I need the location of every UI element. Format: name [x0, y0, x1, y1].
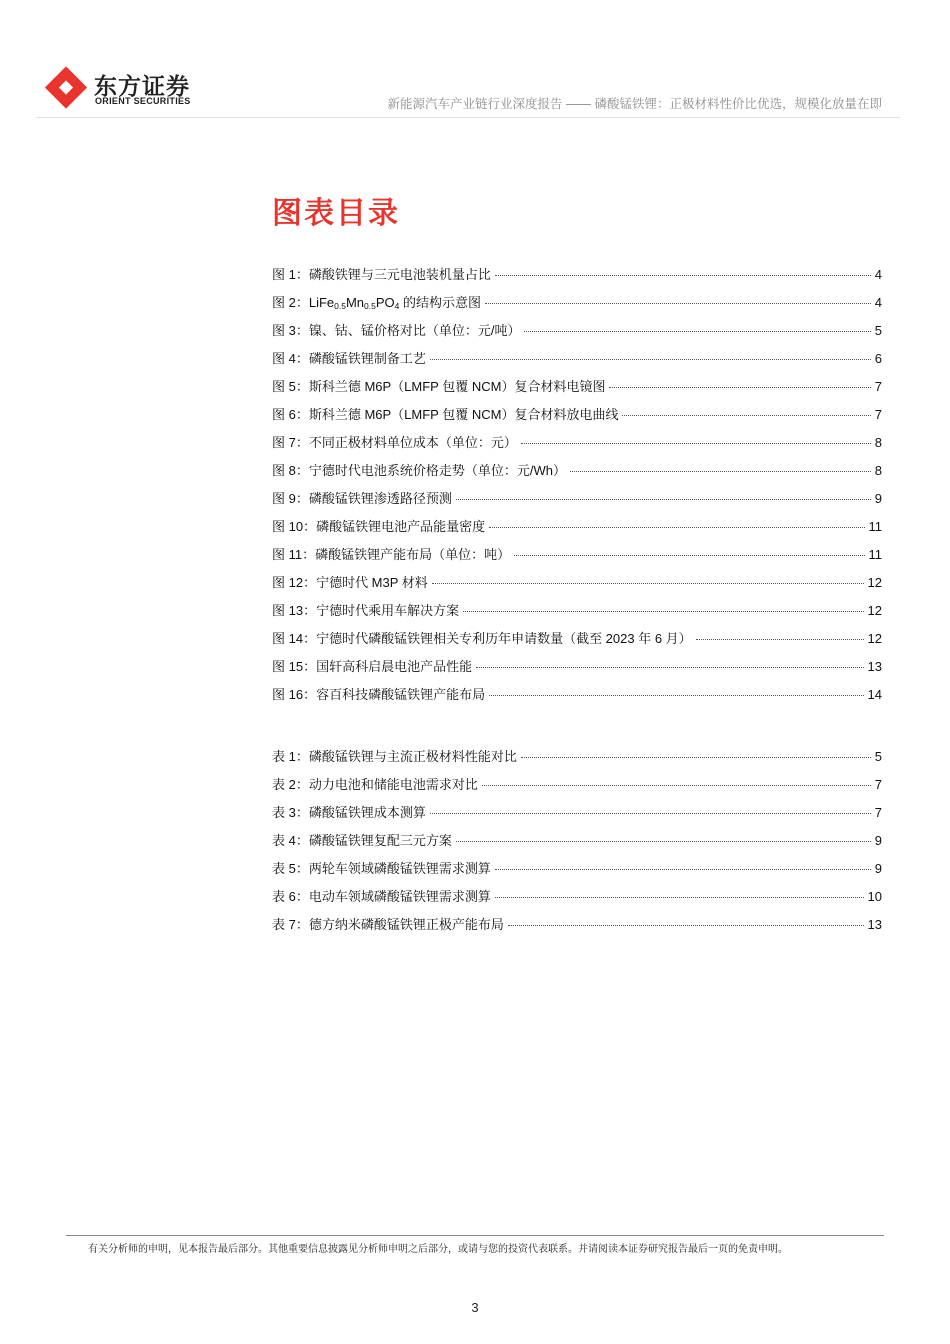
figure-entry-label: 图 11：磷酸锰铁锂产能布局（单位：吨） — [272, 547, 511, 562]
table-entry-page: 5 — [874, 749, 882, 764]
figure-entry[interactable] — [272, 292, 882, 320]
figure-entry-label: 图 8：宁德时代电池系统价格走势（单位：元/Wh） — [272, 463, 566, 478]
figure-entry[interactable] — [272, 376, 882, 404]
figure-entry[interactable] — [272, 628, 882, 656]
table-entry[interactable] — [272, 858, 882, 886]
page-number: 3 — [471, 1300, 479, 1315]
figure-entry-page: 12 — [867, 603, 882, 618]
figure-entry[interactable] — [272, 432, 882, 460]
figure-entry-page: 4 — [874, 267, 882, 282]
table-entry-page: 10 — [867, 889, 882, 904]
figure-entry-page: 5 — [874, 323, 882, 338]
figure-list — [272, 264, 882, 712]
figure-entry-page: 8 — [874, 435, 882, 450]
figure-entry-label: 图 7：不同正极材料单位成本（单位：元） — [272, 435, 517, 450]
table-entry-label: 表 6：电动车领域磷酸锰铁锂需求测算 — [272, 889, 491, 904]
figure-entry-label: 图 1：磷酸铁锂与三元电池装机量占比 — [272, 267, 491, 282]
dot-leader — [521, 443, 871, 444]
table-entry[interactable] — [272, 830, 882, 858]
table-entry[interactable] — [272, 746, 882, 774]
table-entry-page: 7 — [874, 805, 882, 820]
table-entry-label: 表 2：动力电池和储能电池需求对比 — [272, 777, 478, 792]
figure-entry[interactable] — [272, 460, 882, 488]
figure-entry-page: 13 — [867, 659, 882, 674]
figure-entry-page: 11 — [868, 519, 882, 534]
footer-divider — [66, 1235, 884, 1236]
dot-leader — [508, 925, 864, 926]
orient-securities-logo-icon — [44, 66, 88, 110]
table-entry[interactable] — [272, 802, 882, 830]
dot-leader — [476, 667, 863, 668]
dot-leader — [622, 415, 870, 416]
figure-entry-label: 图 3：镍、钴、锰价格对比（单位：元/吨） — [272, 323, 521, 338]
table-entry-page: 9 — [874, 833, 882, 848]
dot-leader — [463, 611, 863, 612]
figure-entry[interactable] — [272, 404, 882, 432]
figure-entry-label: 图 13：宁德时代乘用车解决方案 — [272, 603, 460, 618]
figure-entry[interactable] — [272, 348, 882, 376]
figure-entry-label: 图 5：斯科兰德 M6P（LMFP 包覆 NCM）复合材料电镜图 — [272, 379, 606, 394]
figure-entry-label: 图 14：宁德时代磷酸锰铁锂相关专利历年申请数量（截至 2023 年 6 月） — [272, 631, 692, 646]
dot-leader — [456, 841, 871, 842]
table-entry[interactable] — [272, 886, 882, 914]
dot-leader — [482, 785, 871, 786]
disclaimer: 有关分析师的申明，见本报告最后部分。其他重要信息披露见分析师申明之后部分，或请与您的投资代表联系。并请阅读本证券研究报告最后一页的免责申明。 — [88, 1244, 788, 1255]
figure-entry[interactable] — [272, 572, 882, 600]
dot-leader — [485, 303, 871, 304]
dot-leader — [489, 695, 863, 696]
figure-entry-label: 图 4：磷酸锰铁锂制备工艺 — [272, 351, 426, 366]
logo-english-name: ORIENT SECURITIES — [95, 96, 191, 106]
dot-leader — [521, 757, 871, 758]
page-title: 图表目录 — [272, 197, 400, 230]
table-entry[interactable] — [272, 914, 882, 942]
figure-entry-page: 12 — [867, 631, 882, 646]
figure-entry-page: 7 — [874, 379, 882, 394]
figure-entry-page: 14 — [867, 687, 882, 702]
table-entry-label: 表 3：磷酸锰铁锂成本测算 — [272, 805, 426, 820]
table-entry[interactable] — [272, 774, 882, 802]
dot-leader — [495, 897, 864, 898]
table-entry-label: 表 7：德方纳米磷酸锰铁锂正极产能布局 — [272, 917, 504, 932]
table-entry-page: 13 — [867, 917, 882, 932]
table-entry-label: 表 4：磷酸锰铁锂复配三元方案 — [272, 833, 452, 848]
figure-entry[interactable] — [272, 320, 882, 348]
table-list — [272, 746, 882, 942]
report-title: 新能源汽车产业链行业深度报告 —— 磷酸锰铁锂：正极材料性价比优选，规模化放量在即 — [387, 97, 882, 111]
figure-entry-page: 7 — [874, 407, 882, 422]
dot-leader — [514, 555, 864, 556]
orient-securities-logo — [44, 66, 224, 110]
figure-entry-page: 4 — [874, 295, 882, 310]
figure-entry[interactable] — [272, 488, 882, 516]
figure-entry[interactable] — [272, 600, 882, 628]
dot-leader — [456, 499, 871, 500]
figure-entry[interactable] — [272, 516, 882, 544]
figure-entry-page: 8 — [874, 463, 882, 478]
figure-entry-label: 图 16：容百科技磷酸锰铁锂产能布局 — [272, 687, 486, 702]
dot-leader — [430, 359, 871, 360]
figure-entry-page: 9 — [874, 491, 882, 506]
figure-entry-label: 图 10：磷酸锰铁锂电池产品能量密度 — [272, 519, 486, 534]
figure-entry-label: 图 2：$LiFe_{0.5}Mn_{0.5}PO_4$ 的结构示意图 — [272, 295, 482, 311]
dot-leader — [696, 639, 864, 640]
logo-chinese-name: 东方证券 — [94, 73, 190, 99]
figure-entry-label: 图 9：磷酸锰铁锂渗透路径预测 — [272, 491, 452, 506]
figure-entry[interactable] — [272, 656, 882, 684]
table-entry-page: 7 — [874, 777, 882, 792]
table-entry-page: 9 — [874, 861, 882, 876]
dot-leader — [430, 813, 871, 814]
header-divider — [36, 117, 900, 118]
dot-leader — [489, 527, 864, 528]
figure-entry-label: 图 12：宁德时代 M3P 材料 — [272, 575, 428, 590]
figure-entry-page: 12 — [867, 575, 882, 590]
figure-entry-label: 图 6：斯科兰德 M6P（LMFP 包覆 NCM）复合材料放电曲线 — [272, 407, 619, 422]
dot-leader — [524, 331, 870, 332]
figure-entry-page: 6 — [874, 351, 882, 366]
dot-leader — [570, 471, 871, 472]
table-entry-label: 表 5：两轮车领域磷酸锰铁锂需求测算 — [272, 861, 491, 876]
dot-leader — [495, 275, 871, 276]
dot-leader — [432, 583, 864, 584]
dot-leader — [495, 869, 871, 870]
figure-entry-label: 图 15：国轩高科启晨电池产品性能 — [272, 659, 473, 674]
figure-entry[interactable] — [272, 684, 882, 712]
table-entry-label: 表 1：磷酸锰铁锂与主流正极材料性能对比 — [272, 749, 517, 764]
figure-entry[interactable] — [272, 544, 882, 572]
figure-entry-page: 11 — [868, 547, 882, 562]
figure-entry[interactable] — [272, 264, 882, 292]
dot-leader — [609, 387, 870, 388]
